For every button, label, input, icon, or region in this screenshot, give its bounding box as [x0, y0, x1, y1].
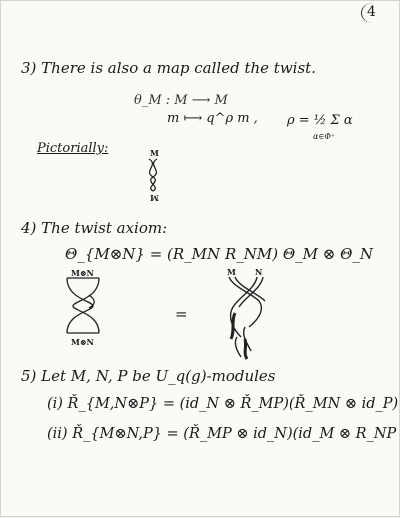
hand-drawn-figures [1, 1, 400, 518]
axiom-right-label-m: M [227, 267, 236, 277]
section-5-heading: 5) Let M, N, P be U_q(g)-modules [21, 367, 276, 385]
axiom-left-label-bottom: M⊗N [71, 337, 94, 347]
axiom-right-label-n: N [255, 267, 263, 277]
axiom-left-ribbon [67, 278, 99, 333]
rho-subscript: α∈Φ⁺ [313, 132, 336, 141]
axiom-left-label-top: M⊗N [71, 268, 94, 278]
axiom-right-braid [229, 277, 265, 359]
twist-picture-label-top: M [150, 148, 159, 158]
section-4-heading: 4) The twist axiom: [21, 219, 168, 237]
rho-formula: ρ = ½ Σ α [287, 113, 353, 128]
page-number: 4 [367, 4, 376, 20]
twist-map-action: m ⟼ q^ρ m , [167, 111, 258, 126]
identity-ii: (ii) Ř_{M⊗N,P} = (Ř_MP ⊗ id_N)(id_M ⊗ R_NP [47, 426, 397, 442]
twist-map-definition: θ_M : M ⟶ M [134, 93, 228, 108]
section-3-heading: 3) There is also a map called the twist. [21, 59, 316, 77]
twist-picture-label-bottom: M [150, 193, 159, 203]
single-twist-ribbon [149, 159, 157, 191]
axiom-equals-sign: = [175, 305, 188, 323]
pictorially-label: Pictorially: [37, 141, 109, 156]
identity-i: (i) Ř_{M,N⊗P} = (id_N ⊗ Ř_MP)(Ř_MN ⊗ id_P) [47, 396, 399, 412]
twist-axiom-formula: Θ_{M⊗N} = (R_MN R_NM) Θ_M ⊗ Θ_N [65, 245, 374, 263]
